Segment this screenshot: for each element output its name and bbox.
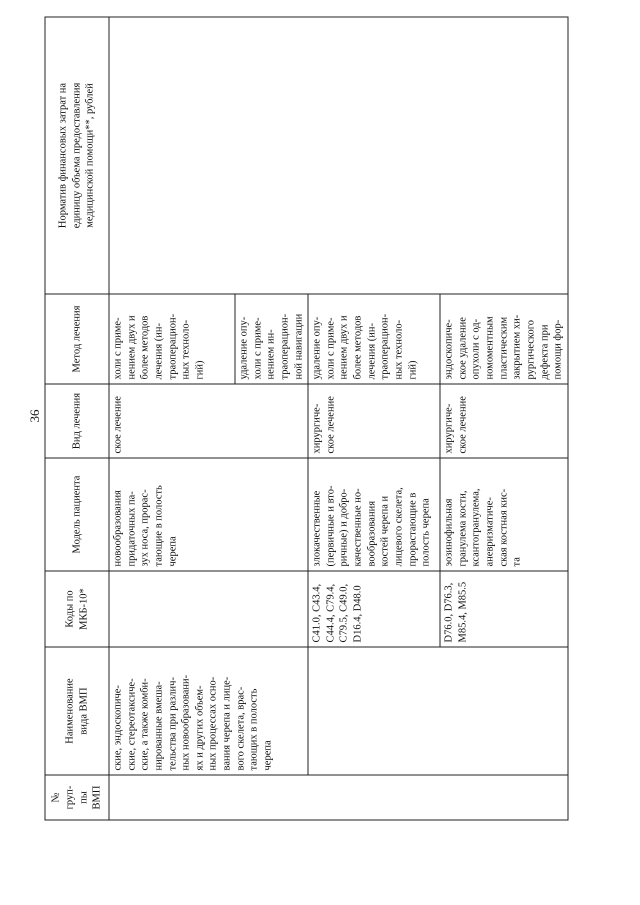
page-number: 36: [27, 409, 42, 423]
cell-treatment-method: холи с приме- нением двух и более методов лечения (ин- траоперацион- ных техноло- гий): [109, 294, 235, 384]
header-cost-norm: Норматив финансовых затрат на единицу объема предоставления медицинской помощи**, рублей: [45, 17, 109, 294]
header-row: [45, 17, 109, 820]
header-icd-codes: Коды по МКБ-10*: [45, 571, 109, 647]
cell-treatment-type: хирургиче- ское лечение: [440, 384, 568, 458]
cell-treatment-type: ское лечение: [109, 384, 308, 458]
header-treatment-type: Вид лечения: [45, 384, 109, 458]
vmp-table: [45, 17, 569, 821]
cell-treatment-method: удаление опу- холи с приме- нением двух и более методов лечения (ин- траоперацион- ных техноло- гий): [308, 294, 440, 384]
cell-treatment-method: эндоскопиче- ское удаление опухоли с од- номоментным пластическим закрытием хи- рургического дефекта при помощи фор-: [440, 294, 568, 384]
header-vmp-name: Наименование вида ВМП: [45, 647, 109, 775]
cell-vmp-name-continued: [308, 647, 568, 775]
header-patient-model: Модель пациента: [45, 458, 109, 571]
cell-icd-codes: [109, 571, 308, 647]
cell-icd-codes: C41.0, C43.4, C44.4, C79.4, C79.5, C49.0, D16.4, D48.0: [308, 571, 440, 647]
header-treatment-method: Метод лечения: [45, 294, 109, 384]
rotated-page-frame: [45, 18, 564, 821]
cell-patient-model: злокачественные (первичные и вто- ричные) и добро- качественные но- вообразования костей черепа и лицевого скелета, прорастающие в полость черепа: [308, 458, 440, 571]
cell-group-number: [109, 775, 568, 820]
cell-treatment-method: удаление опу- холи с приме- нением ин- траоперацион- ной навигации: [235, 294, 308, 384]
cell-cost-norm: [109, 17, 568, 294]
cell-patient-model: новообразования придаточных па- зух носа, прорас- тающие в полость черепа: [109, 458, 308, 571]
table-row: [109, 17, 235, 820]
cell-patient-model: эозинофильная гранулема кости, ксантогранулема, аневризматиче- ская костная кис- та: [440, 458, 568, 571]
cell-vmp-name: ские, эндоскопиче- ские, стереотаксиче- ские, а также комби- нированные вмеша- тельства при различ- ных новообразовани- ях и других объем- ных процессах осно- вания черепа и лице- вого скелета, врас- тающих в полость черепа: [109, 647, 308, 775]
cell-icd-codes: D76.0, D76.3, M85.4, M85.5: [440, 571, 568, 647]
header-group: № груп- пы ВМП: [45, 775, 109, 820]
cell-treatment-type: хирургиче- ское лечение: [308, 384, 440, 458]
